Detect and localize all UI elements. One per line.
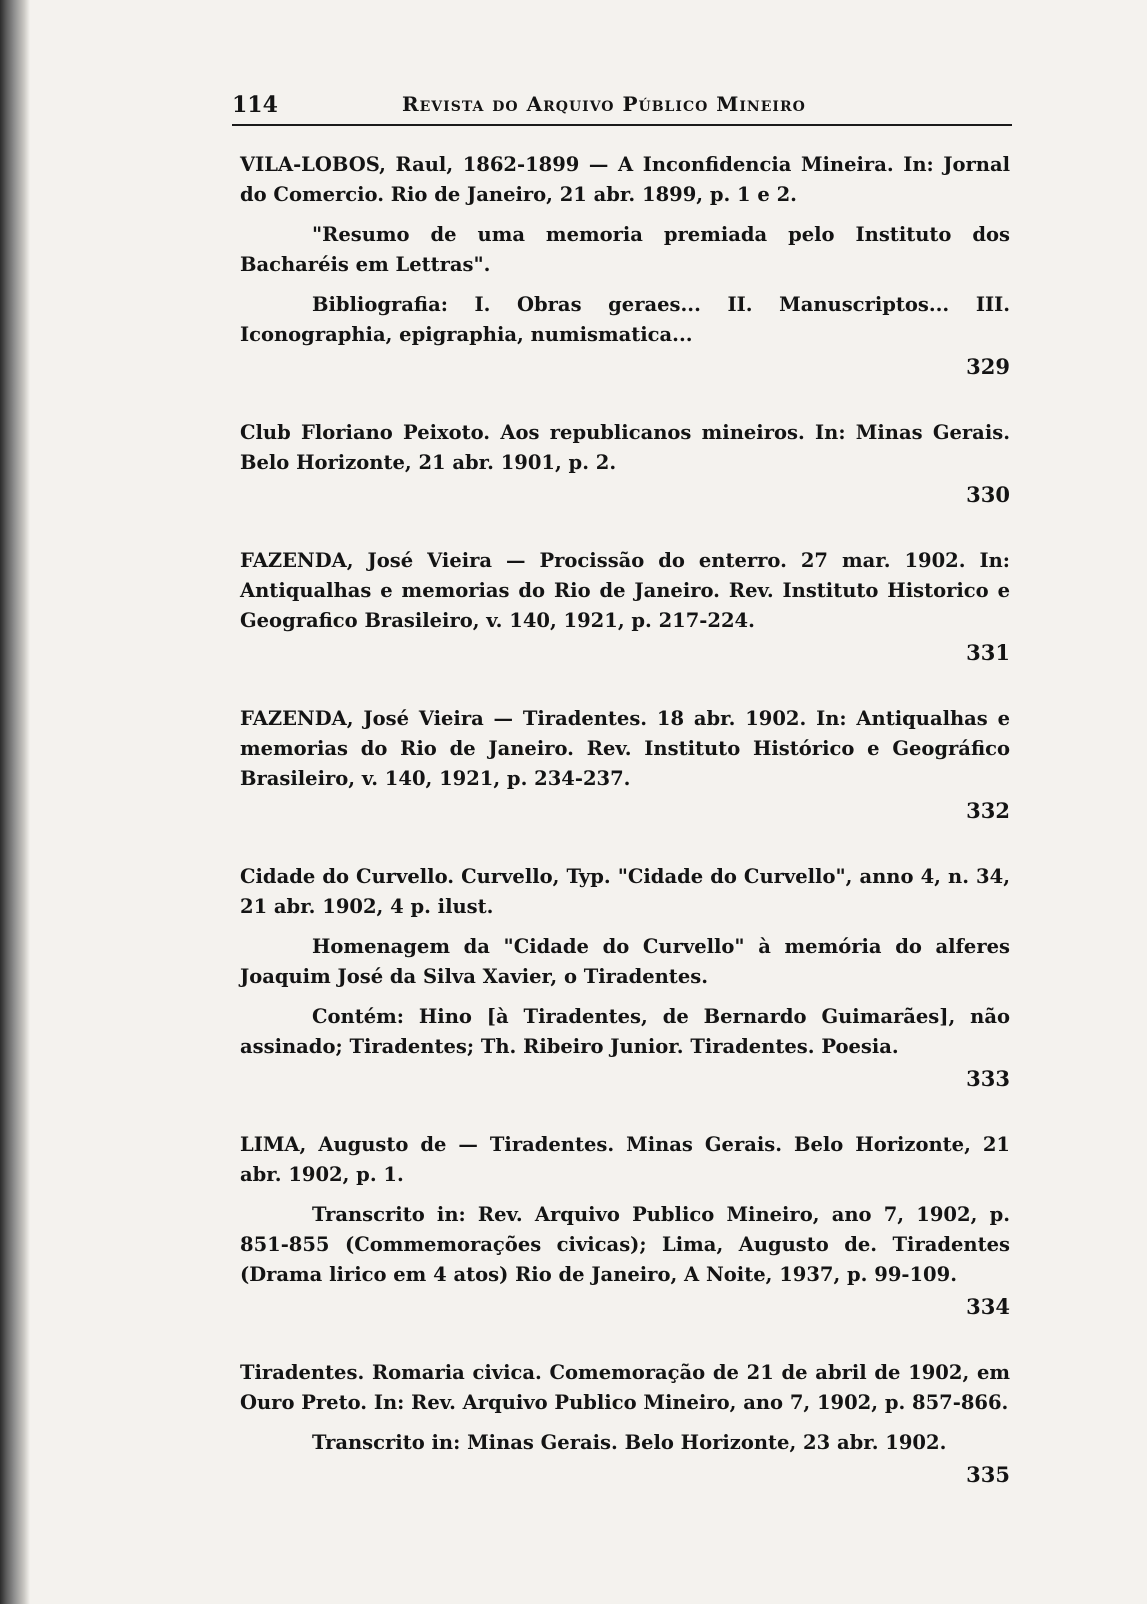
entry-number: 334 bbox=[966, 1294, 1010, 1319]
entry-number: 329 bbox=[966, 354, 1010, 379]
entry-citation: Tiradentes. Romaria civica. Comemoração de 21 de abril de 1902, em Ouro Preto. In: Rev. Arquivo Publico Mineiro, ano 7, 1902, p. 857-866. bbox=[240, 1361, 1010, 1414]
bibliography-entries bbox=[240, 150, 1010, 1490]
entry-number: 333 bbox=[966, 1066, 1010, 1091]
entry-citation: FAZENDA, José Vieira — Tiradentes. 18 abr. 1902. In: Antiqualhas e memorias do Rio de Janeiro. Rev. Instituto Histórico e Geográfico Brasileiro, v. 140, 1921, p. 234-237. bbox=[240, 707, 1010, 790]
entry-334 bbox=[240, 1130, 1010, 1322]
entry-citation: LIMA, Augusto de — Tiradentes. Minas Gerais. Belo Horizonte, 21 abr. 1902, p. 1. bbox=[240, 1133, 1010, 1186]
document-page bbox=[232, 0, 1012, 1604]
book-binding-edge bbox=[0, 0, 30, 1604]
entry-number: 330 bbox=[966, 482, 1010, 507]
entry-citation: VILA-LOBOS, Raul, 1862-1899 — A Inconfidencia Mineira. In: Jornal do Comercio. Rio de Janeiro, 21 abr. 1899, p. 1 e 2. bbox=[240, 153, 1010, 206]
entry-note: "Resumo de uma memoria premiada pelo Instituto dos Bacharéis em Lettras". bbox=[240, 223, 1010, 276]
entry-331 bbox=[240, 546, 1010, 668]
entry-note: Contém: Hino [à Tiradentes, de Bernardo Guimarães], não assinado; Tiradentes; Th. Ribeiro Junior. Tiradentes. Poesia. bbox=[240, 1005, 1010, 1058]
entry-number: 331 bbox=[966, 640, 1010, 665]
entry-329 bbox=[240, 150, 1010, 382]
entry-335 bbox=[240, 1358, 1010, 1490]
entry-number: 332 bbox=[966, 798, 1010, 823]
entry-citation: Cidade do Curvello. Curvello, Typ. "Cidade do Curvello", anno 4, n. 34, 21 abr. 1902, 4 p. ilust. bbox=[240, 865, 1010, 918]
entry-note: Homenagem da "Cidade do Curvello" à memória do alferes Joaquim José da Silva Xavier, o Tiradentes. bbox=[240, 935, 1010, 988]
entry-number: 335 bbox=[966, 1462, 1010, 1487]
entry-citation: FAZENDA, José Vieira — Procissão do enterro. 27 mar. 1902. In: Antiqualhas e memorias do Rio de Janeiro. Rev. Instituto Historico e Geografico Brasileiro, v. 140, 1921, p. 217-224. bbox=[240, 549, 1010, 632]
page-header bbox=[232, 88, 1012, 126]
entry-note: Transcrito in: Minas Gerais. Belo Horizonte, 23 abr. 1902. bbox=[312, 1431, 947, 1454]
entry-citation: Club Floriano Peixoto. Aos republicanos mineiros. In: Minas Gerais. Belo Horizonte, 21 abr. 1901, p. 2. bbox=[240, 421, 1010, 474]
entry-332 bbox=[240, 704, 1010, 826]
page-number: 114 bbox=[232, 92, 278, 118]
entry-note: Transcrito in: Rev. Arquivo Publico Mineiro, ano 7, 1902, p. 851-855 (Commemorações civicas); Lima, Augusto de. Tiradentes (Drama lirico em 4 atos) Rio de Janeiro, A Noite, 1937, p. 99-109. bbox=[240, 1203, 1010, 1286]
running-title: Revista do Arquivo Público Mineiro bbox=[402, 92, 806, 116]
entry-note: Bibliografia: I. Obras geraes... II. Manuscriptos... III. Iconographia, epigraphia, numismatica... bbox=[240, 293, 1010, 346]
entry-330 bbox=[240, 418, 1010, 510]
entry-333 bbox=[240, 862, 1010, 1094]
